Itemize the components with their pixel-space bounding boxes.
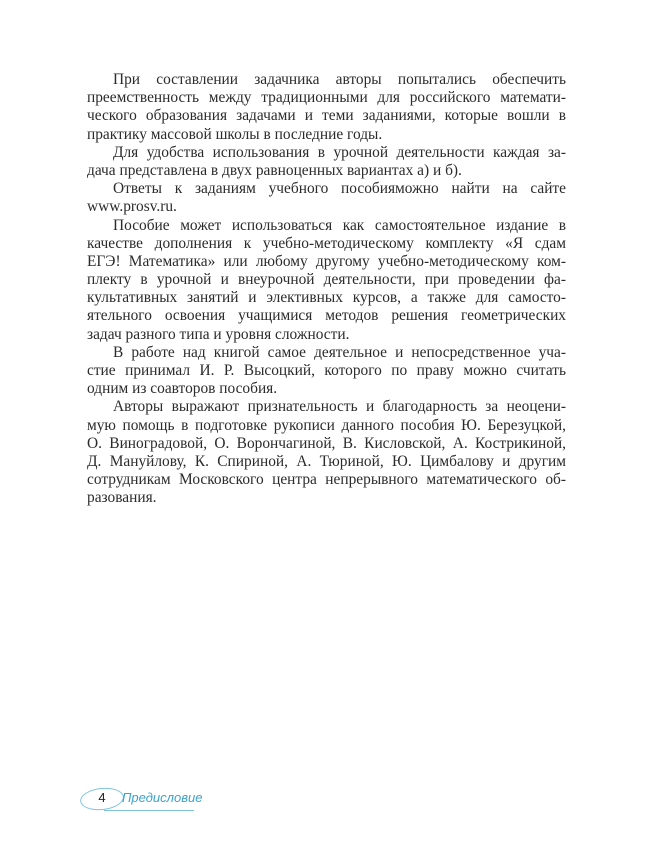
text-line: культативных занятий и элективных курсов, а также для самосто-	[87, 289, 566, 307]
text-line: качестве дополнения к учебно-методическому комплекту «Я сдам	[87, 234, 566, 252]
paragraph	[87, 71, 566, 144]
text-line: дача представлена в двух равноценных вариантах а) и б).	[87, 161, 462, 179]
text-line: задач разного типа и уровня сложности.	[87, 325, 350, 343]
text-line: Пособие может использоваться как самостоятельное издание в	[113, 216, 566, 234]
paragraph	[87, 344, 566, 399]
text-line: разования.	[87, 489, 157, 507]
text-line: ческого образования задачами и теми заданиями, которые вошли в	[87, 107, 566, 125]
section-title: Предисловие	[122, 790, 203, 805]
text-line: Авторы выражают признательность и благодарность за неоцени-	[113, 398, 566, 416]
text-line: При составлении задачника авторы попытались обеспечить	[113, 71, 566, 88]
text-line: плекту в урочной и внеурочной деятельности, при проведении фа-	[87, 271, 566, 289]
text-line: Д. Мануйлову, К. Спириной, А. Тюриной, Ю. Цимбалову и другим	[87, 452, 566, 470]
text-line: мую помощь в подготовке рукописи данного пособия Ю. Березуцкой,	[87, 416, 566, 434]
text-line: www.prosv.ru.	[87, 198, 177, 216]
text-line: преемственность между традиционными для российского математи-	[87, 89, 566, 107]
body-text	[87, 71, 566, 508]
text-line: Для удобства использования в урочной деятельности каждая за-	[113, 143, 566, 161]
text-line: одним из соавторов пособия.	[87, 380, 278, 398]
text-line: ятельного освоения учащимися методов решения геометрических	[87, 307, 566, 325]
text-line: В работе над книгой самое деятельное и непосредственное уча-	[113, 343, 566, 361]
paragraph	[87, 217, 566, 344]
footer-underline	[104, 810, 194, 811]
paragraph	[87, 398, 566, 507]
text-line: Ответы к заданиям учебного пособияможно найти на сайте	[113, 180, 566, 198]
text-line: практику массовой школы в последние годы.	[87, 125, 383, 143]
text-line: О. Виноградовой, О. Ворончагиной, В. Кисловской, А. Кострикиной,	[87, 434, 566, 452]
page-footer	[70, 780, 270, 820]
paragraph	[87, 180, 566, 216]
text-line: стие принимал И. Р. Высоцкий, которого по праву можно считать	[87, 362, 566, 379]
text-line: ЕГЭ! Математика» или любому другому учебно-методическому ком-	[87, 252, 566, 270]
text-line: сотрудникам Московского центра непрерывного математического об-	[87, 471, 566, 489]
paragraph	[87, 144, 566, 180]
page-number: 4	[98, 790, 106, 805]
